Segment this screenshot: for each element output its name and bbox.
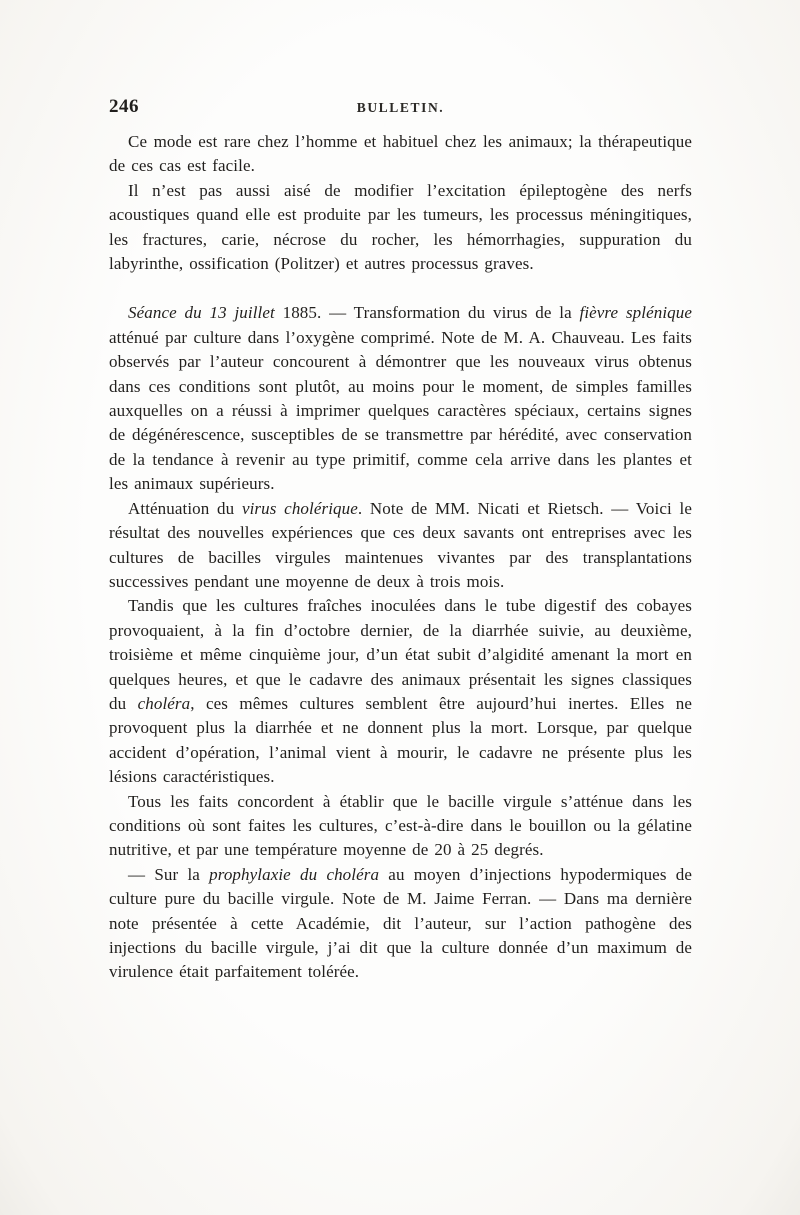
paragraph (109, 497, 692, 595)
paragraph (109, 130, 692, 179)
text-run: Tous les faits concordent à établir que le bacille virgule s’atténue dans les conditions où sont faites les cultures, c’est-à-dire dans le bouillon ou la gélatine nutritive, et par une température moyenne de 20 à 25 degrés. (109, 791, 692, 860)
italic-run: prophylaxie du choléra (209, 864, 380, 884)
text-run: . Note de MM. Nicati et Rietsch. — Voici le résultat des nouvelles expériences que ces deux savants ont entreprises avec les cultures de bacilles virgules maintenues vivantes par des transplantations successives pendant une moyenne de deux à trois mois. (109, 498, 692, 591)
paragraph (109, 594, 692, 789)
paragraph (109, 863, 692, 985)
page-number: 246 (109, 96, 139, 117)
page-content (109, 96, 692, 985)
paragraph (109, 301, 692, 496)
text-run: — Sur la (128, 864, 210, 884)
text-run: Ce mode est rare chez l’homme et habituel chez les animaux; la thérapeutique de ces cas est facile. (109, 132, 692, 176)
text-run: atténué par culture dans l’oxygène comprimé. Note de M. A. Chauveau. Les faits observés par l’auteur concourent à démontrer que les nouveaux virus obtenus dans ces conditions sont plutôt, au moins pour le moment, de simples familles auxquelles on a réussi à imprimer quelques caractères spéciaux, certains signes de dégénérescence, susceptibles de se transmettre par hérédité, avec conservation de la tendance à revenir au type primitif, comme cela arrive dans les plantes et les animaux supérieurs. (109, 327, 692, 494)
paragraph (109, 179, 692, 277)
text-run: , ces mêmes cultures semblent être aujourd’hui inertes. Elles ne provoquent plus la diarrhée et ne donnent plus la mort. Lorsque, par quelque accident d’opération, l’animal vient à mourir, le cadavre ne présente plus les lésions caractéristiques. (109, 693, 692, 787)
paragraph (109, 790, 692, 863)
text-run: au moyen d’injections hypodermiques de culture pure du bacille virgule. Note de M. Jaime Ferran. — Dans ma dernière note présentée à cette Académie, dit l’auteur, sur l’action pathogène des injections du bacille virgule, j’ai dit que la culture donnée d’un maximum de virulence était parfaitement tolérée. (109, 864, 692, 982)
text-run: Atténuation du (128, 498, 242, 518)
page-body (109, 130, 692, 985)
italic-run: Séance du 13 juillet (128, 303, 283, 323)
italic-run: virus cholérique (241, 498, 358, 518)
text-run: Il n’est pas aussi aisé de modifier l’excitation épileptogène des nerfs acoustiques quand elle est produite par les tumeurs, les processus méningitiques, les fractures, carie, nécrose du rocher, les hémorrhagies, suppuration du labyrinthe, ossification (Politzer) et autres processus graves. (109, 180, 692, 274)
italic-run: fièvre splénique (579, 303, 692, 323)
italic-run: choléra (137, 693, 191, 713)
text-run: 1885. — Transformation du virus de la (282, 303, 580, 323)
running-title: BULLETIN. (356, 100, 445, 115)
text-run: Tandis que les cultures fraîches inoculées dans le tube digestif des cobayes provoquaient, à la fin d’octobre dernier, de la diarrhée suivie, au deuxième, troisième et même cinquième jour, d’un état subit d’algidité amenant la mort en quelques heures, et que le cadavre des animaux présentait les signes classiques du (109, 596, 692, 713)
page-header (109, 96, 692, 124)
